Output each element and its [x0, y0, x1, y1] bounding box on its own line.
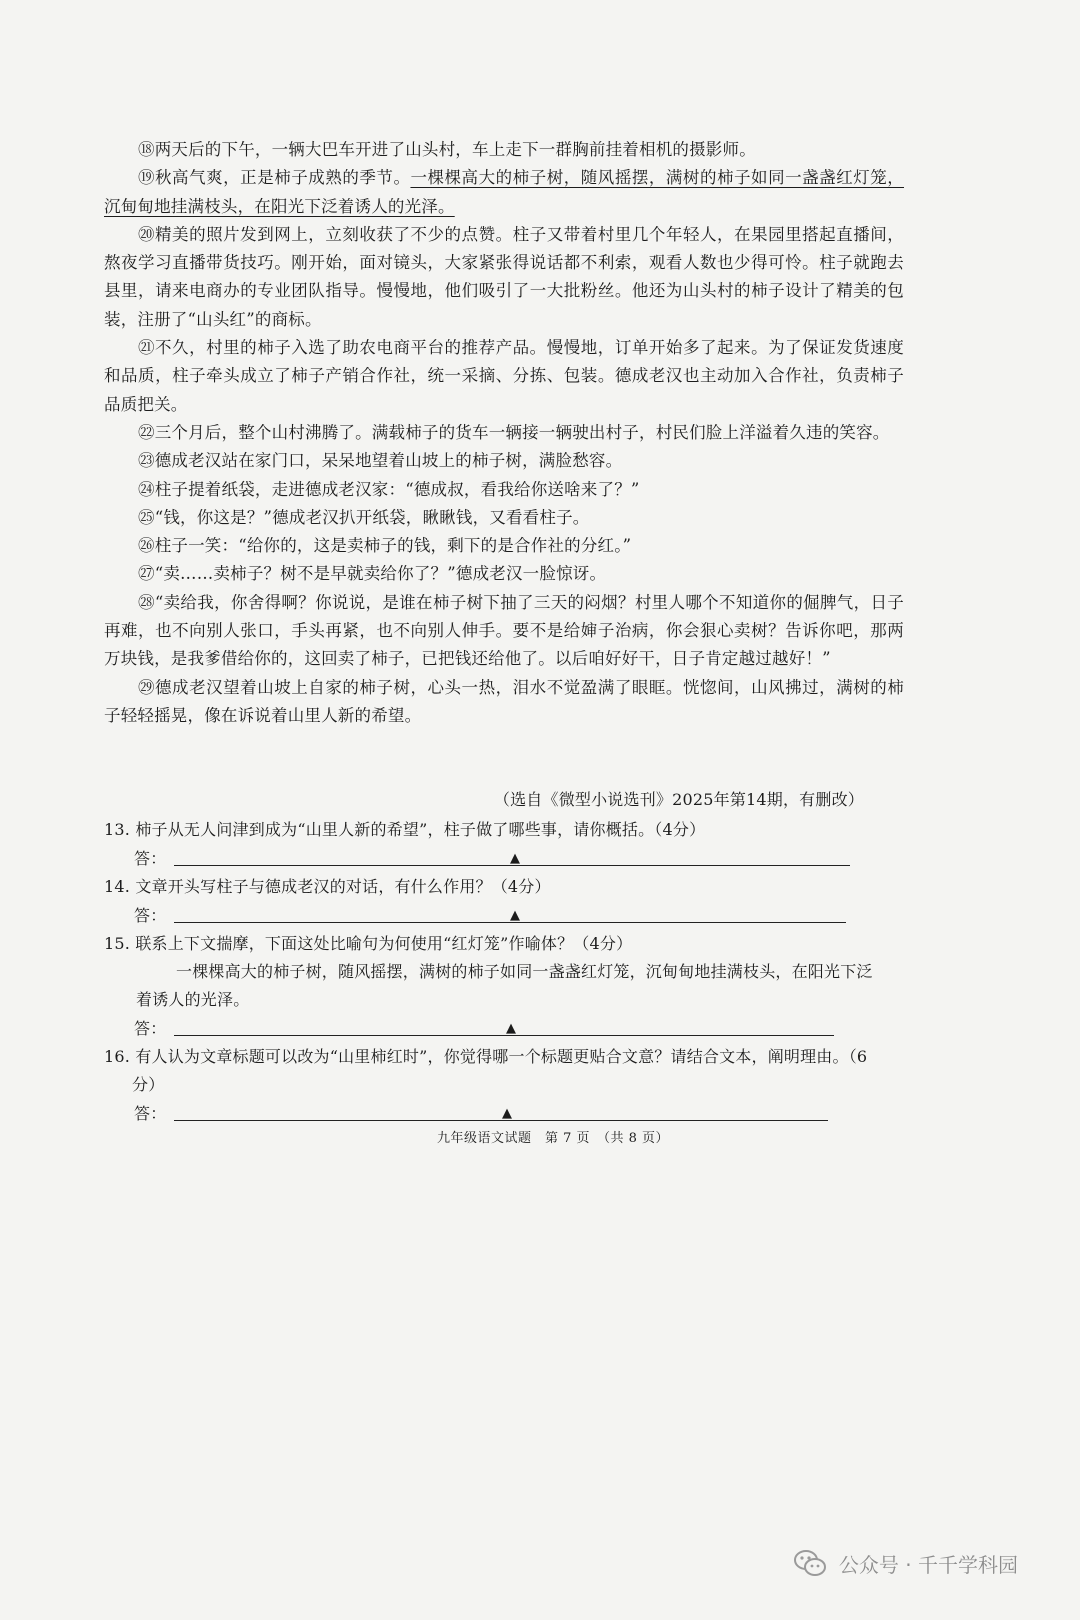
answer-row-13: [104, 844, 884, 873]
reading-passage: [104, 136, 904, 730]
paragraph-29: ㉙德成老汉望着山坡上自家的柿子树，心头一热，泪水不觉盈满了眼眶。恍惚间，山风拂过，满树的柿子轻轻摇晃，像在诉说着山里人新的希望。: [104, 677, 904, 725]
paragraph-26: ㉖柱子一笑：“给你的，这是卖柿子的钱，剩下的是合作社的分红。”: [138, 536, 632, 556]
answer-line-15[interactable]: [174, 1035, 834, 1036]
question-16: 16. 有人认为文章标题可以改为“山里柿红时”，你觉得哪一个标题更贴合文意？请结合文本，阐明理由。（6分）: [104, 1047, 868, 1094]
paragraph-27: ㉗“卖……卖柿子？树不是早就卖给你了？”德成老汉一脸惊讶。: [138, 564, 607, 584]
watermark: [793, 1546, 1018, 1580]
question-15: 15. 联系上下文揣摩，下面这处比喻句为何使用“红灯笼”作喻体？（4分）: [104, 934, 633, 953]
paragraph-23: ㉓德成老汉站在家门口，呆呆地望着山坡上的柿子树，满脸愁容。: [138, 451, 623, 471]
watermark-text: 公众号 · 千千学科园: [838, 1552, 1018, 1577]
paragraph-19-lead: ⑲秋高气爽，正是柿子成熟的季节。: [138, 168, 411, 188]
question-15-quote: 一棵棵高大的柿子树，随风摇摆，满树的柿子如同一盏盏红灯笼，沉甸甸地挂满枝头，在阳光下泛着诱人的光泽。: [136, 962, 873, 1009]
page-footer: 九年级语文试题 第 7 页 （共 8 页）: [436, 1131, 670, 1146]
paragraph-24: ㉔柱子提着纸袋，走进德成老汉家：“德成叔，看我给你送啥来了？”: [138, 479, 640, 499]
wechat-icon: [793, 1548, 827, 1578]
paragraph-19: [104, 164, 904, 221]
answer-row-16: [104, 1099, 884, 1128]
answer-row-15: [104, 1014, 884, 1043]
answer-label: 答：: [134, 849, 167, 868]
answer-label: 答：: [134, 1104, 167, 1123]
paragraph-28: ㉘“卖给我，你舍得啊？你说说，是谁在柿子树下抽了三天的闷烟？村里人哪个不知道你的倔脾气，日子再难，也不向别人张口，手头再紧，也不向别人伸手。要不是给婶子治病，你会狠心卖树？告诉你吧，那两万块钱，是我爹借给你的，这回卖了柿子，已把钱还给他了。以后咱好好干，日子肯定越过越好！”: [104, 592, 904, 669]
answer-marker-icon: ▲: [510, 851, 521, 866]
underlined-sentence: 一棵棵高大的柿子树，随风摇摆，满树的柿子如同一盏盏红灯笼，沉甸甸地挂满枝头，在阳光下泛着诱人的光泽。: [104, 168, 904, 216]
answer-row-14: [104, 901, 884, 930]
question-14: 14. 文章开头写柱子与德成老汉的对话，有什么作用？（4分）: [104, 877, 551, 896]
answer-marker-icon: ▲: [502, 1106, 513, 1121]
answer-label: 答：: [134, 906, 167, 925]
questions: [104, 816, 884, 1128]
paragraph-22: ㉒三个月后，整个山村沸腾了。满载柿子的货车一辆接一辆驶出村子，村民们脸上洋溢着久违的笑容。: [138, 422, 890, 442]
paragraph-18: ⑱两天后的下午，一辆大巴车开进了山头村，车上走下一群胸前挂着相机的摄影师。: [138, 140, 756, 159]
answer-marker-icon: ▲: [510, 908, 521, 923]
question-13: 13. 柿子从无人问津到成为“山里人新的希望”，柱子做了哪些事，请你概括。（4分）: [104, 820, 706, 839]
paragraph-20: ⑳精美的照片发到网上，立刻收获了不少的点赞。柱子又带着村里几个年轻人，在果园里搭起直播间，熬夜学习直播带货技巧。刚开始，面对镜头，大家紧张得说话都不利索，观看人数也少得可怜。柱子就跑去县里，请来电商办的专业团队指导。慢慢地，他们吸引了一大批粉丝。他还为山头村的柿子设计了精美的包装，注册了“山头红”的商标。: [104, 224, 904, 329]
paragraph-25: ㉕“钱，你这是？”德成老汉扒开纸袋，瞅瞅钱，又看看柱子。: [138, 507, 590, 527]
source-citation: （选自《微型小说选刊》2025年第14期，有删改）: [493, 790, 864, 809]
answer-line-16[interactable]: [174, 1120, 828, 1121]
paragraph-21: ㉑不久，村里的柿子入选了助农电商平台的推荐产品。慢慢地，订单开始多了起来。为了保证发货速度和品质，柱子牵头成立了柿子产销合作社，统一采摘、分拣、包装。德成老汉也主动加入合作社，负责柿子品质把关。: [104, 338, 904, 414]
answer-marker-icon: ▲: [506, 1021, 517, 1036]
answer-label: 答：: [134, 1019, 167, 1038]
